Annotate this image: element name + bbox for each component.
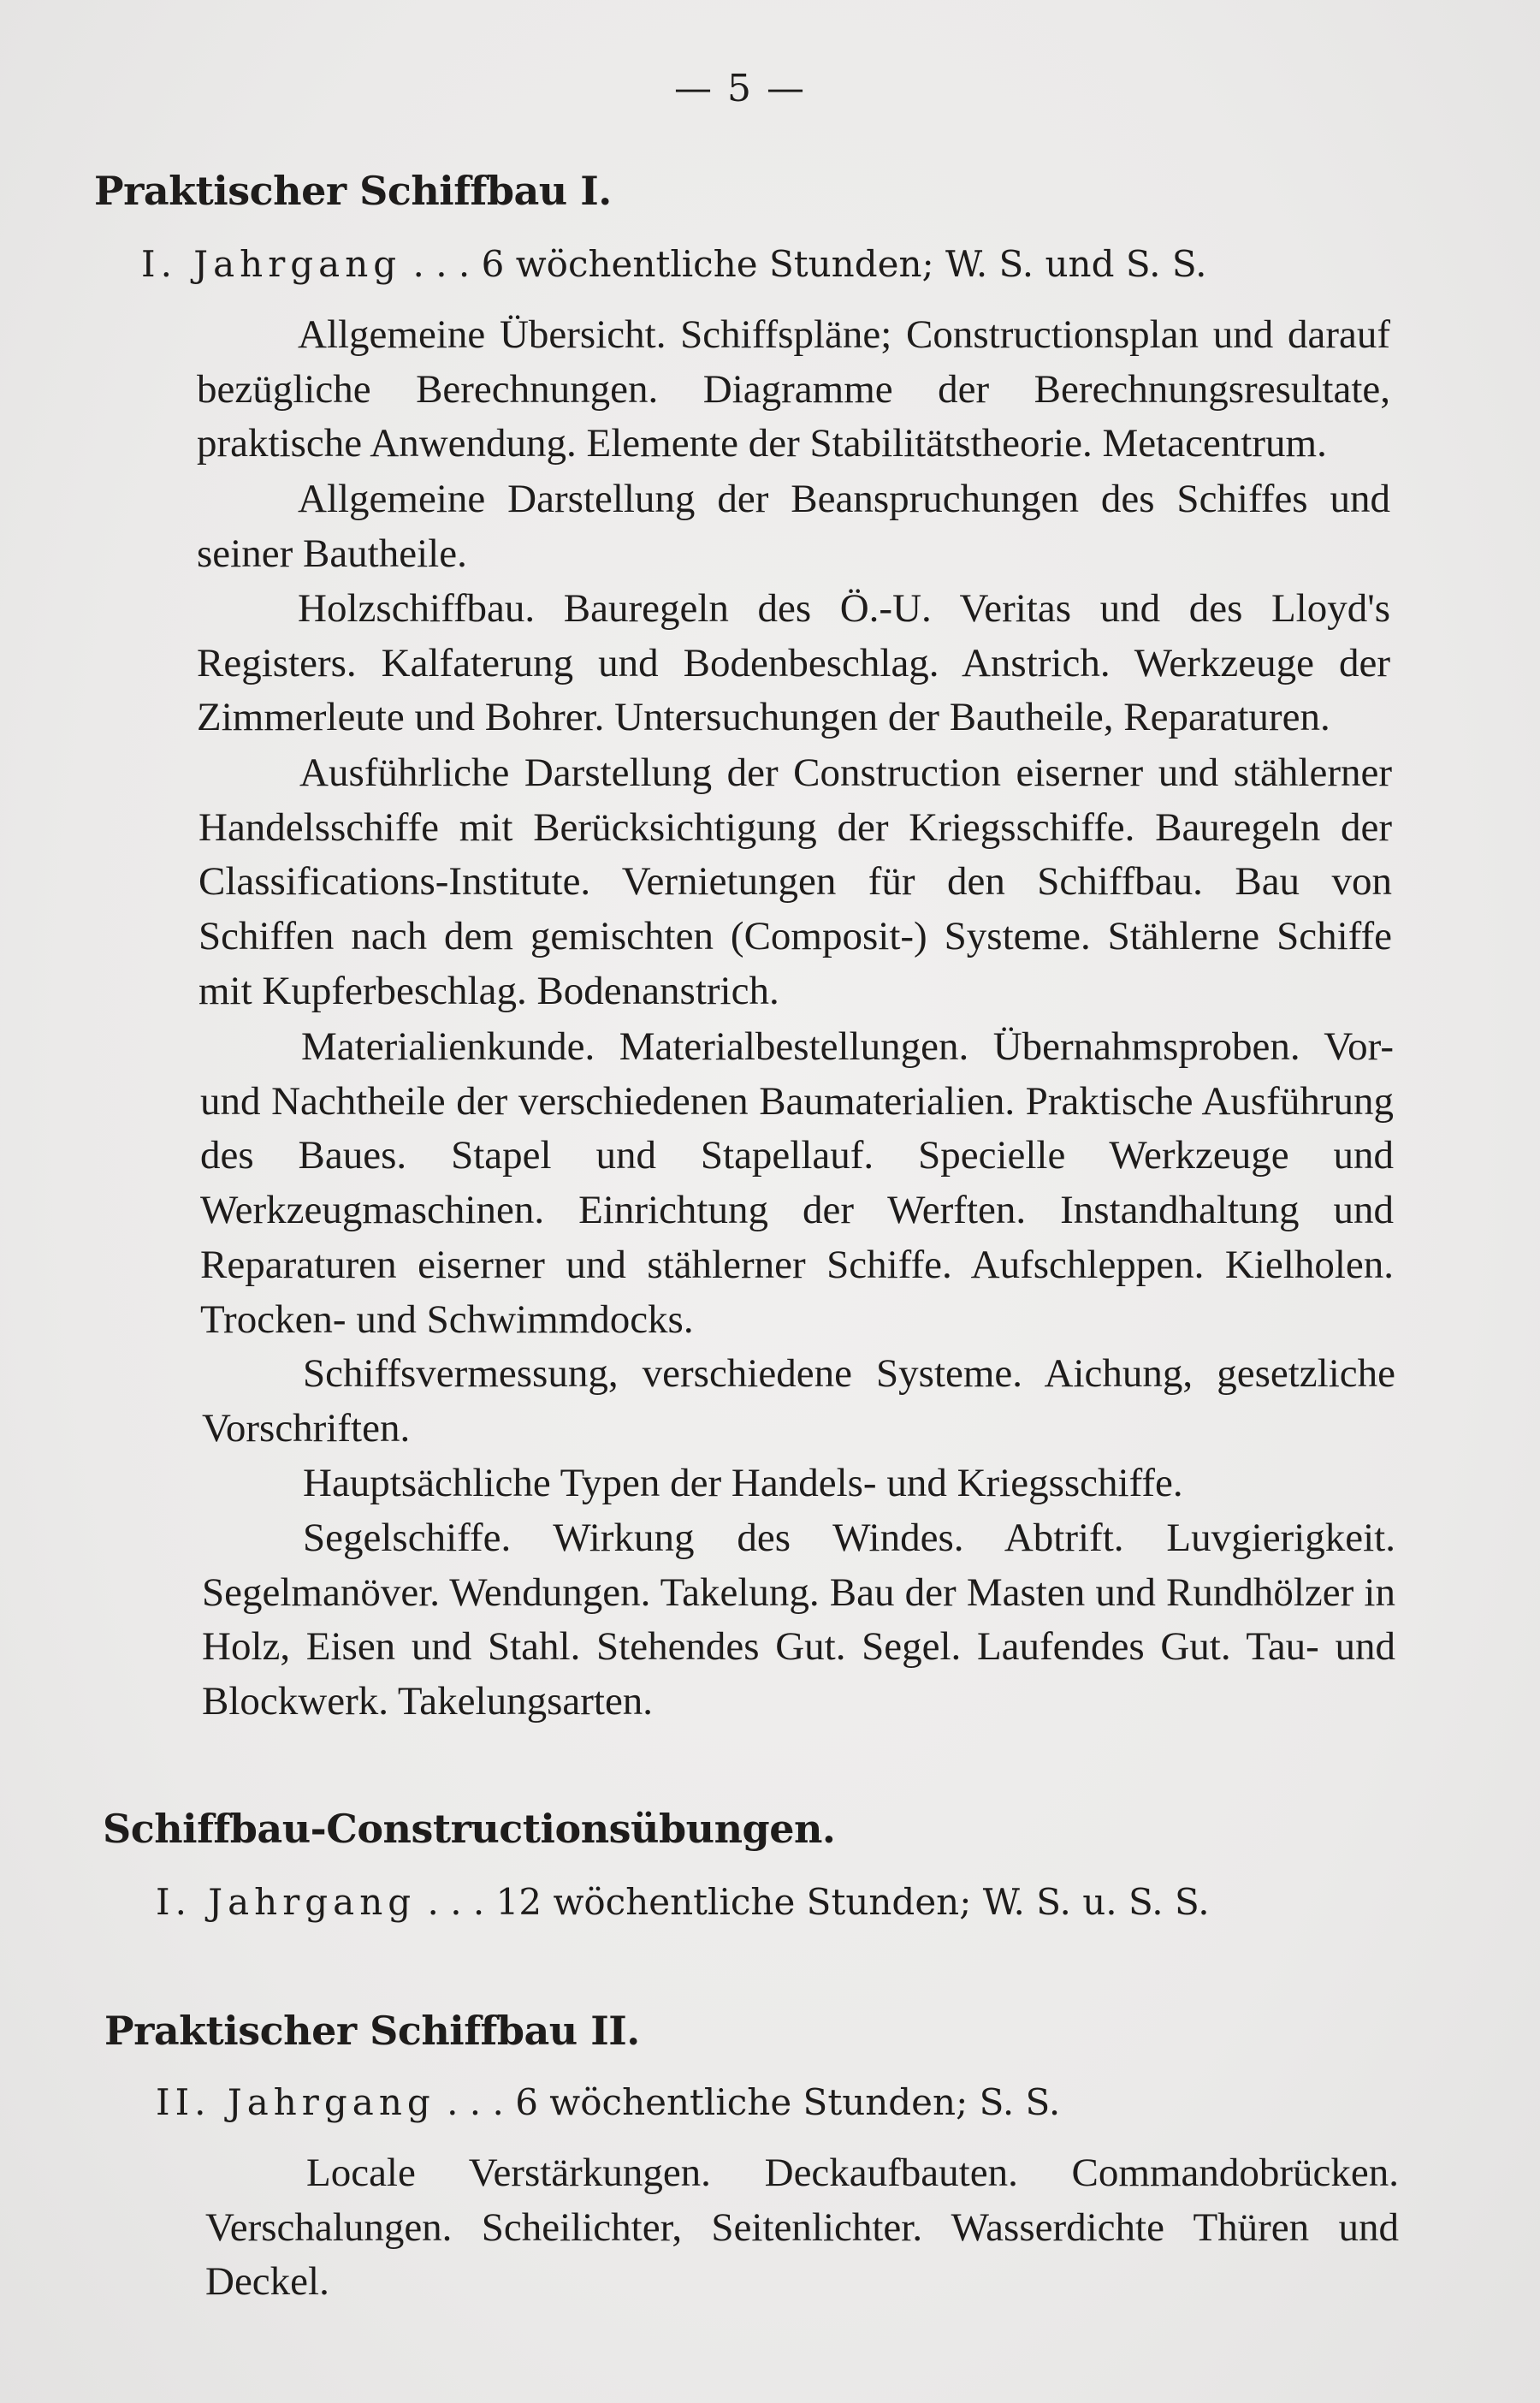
paragraph-beanspruchungen: Allgemeine Darstellung der Beanspruchungen des Schiffes und seiner Bautheile. xyxy=(197,477,1390,576)
course-hours: 12 wöchentliche Stunden; W. S. u. S. S. xyxy=(495,1881,1210,1923)
course-hours: 6 wöchentliche Stunden; W. S. und S. S. xyxy=(481,243,1207,285)
paragraph-eiserne-schiffe: Ausführliche Darstellung der Construction eiserner und stählerner Handelsschiffe mit Berücksichtigung der Kriegsschiffe. Bauregeln der Classifications-Institute. Vernietungen für den Schiffbau. Bau von Schiffen nach dem gemischten (Composit-) Systeme. Stählerne Schiffe mit Kupferbeschlag. Bodenanstrich. xyxy=(198,751,1392,1013)
section-heading-praktischer-schiffbau-1: Praktischer Schiffbau I. xyxy=(94,168,612,214)
paragraph-locale-verstaerkungen: Locale Verstärkungen. Deckaufbauten. Commandobrücken. Verschalungen. Scheilichter, Seitenlichter. Wasserdichte Thüren und Deckel. xyxy=(205,2151,1399,2305)
course-dots: . . . xyxy=(427,1881,485,1923)
course-dots: . . . xyxy=(412,243,471,285)
course-dots: . . . xyxy=(447,2081,504,2123)
course-hours: 6 wöchentliche Stunden; S. S. xyxy=(515,2081,1061,2123)
course-year: I. Jahrgang xyxy=(141,243,402,285)
paragraph-typen: Hauptsächliche Typen der Handels- und Kriegsschiffe. xyxy=(303,1461,1183,1505)
paragraph-allgemeine-uebersicht: Allgemeine Übersicht. Schiffspläne; Constructionsplan und darauf bezügliche Berechnungen. Diagramme der Berechnungsresultate, praktische Anwendung. Elemente der Stabilitätstheorie. Metacentrum. xyxy=(197,312,1390,466)
course-year: I. Jahrgang xyxy=(156,1881,417,1923)
paragraph-segelschiffe: Segelschiffe. Wirkung des Windes. Abtrift. Luvgierigkeit. Segelmanöver. Wendungen. Takelung. Bau der Masten und Rundhölzer in Holz, Eisen und Stahl. Stehendes Gut. Segel. Laufendes Gut. Tau- und Blockwerk. Takelungsarten. xyxy=(202,1516,1395,1724)
course-line-1 xyxy=(141,243,1206,285)
paragraph-schiffsvermessung: Schiffsvermessung, verschiedene Systeme. Aichung, gesetzliche Vorschriften. xyxy=(202,1351,1395,1451)
course-year: II. Jahrgang xyxy=(156,2081,435,2123)
course-line-3 xyxy=(156,2081,1060,2123)
page-number: — 5 — xyxy=(674,67,806,110)
paragraph-materialienkunde: Materialienkunde. Materialbestellungen. Übernahmsproben. Vor- und Nachtheile der verschiedenen Baumaterialien. Praktische Ausführung des Baues. Stapel und Stapellauf. Specielle Werkzeuge und Werkzeugmaschinen. Einrichtung der Werften. Instandhaltung und Reparaturen eiserner und stählerner Schiffe. Aufschleppen. Kielholen. Trocken- und Schwimmdocks. xyxy=(200,1024,1394,1342)
section-heading-praktischer-schiffbau-2: Praktischer Schiffbau II. xyxy=(104,2008,640,2054)
paragraph-holzschiffbau: Holzschiffbau. Bauregeln des Ö.-U. Veritas und des Lloyd's Registers. Kalfaterung und Bodenbeschlag. Anstrich. Werkzeuge der Zimmerleute und Bohrer. Untersuchungen der Bautheile, Reparaturen. xyxy=(197,586,1390,740)
section-heading-constructionsuebungen: Schiffbau-Constructionsübungen. xyxy=(103,1806,836,1852)
course-line-2 xyxy=(156,1881,1210,1923)
